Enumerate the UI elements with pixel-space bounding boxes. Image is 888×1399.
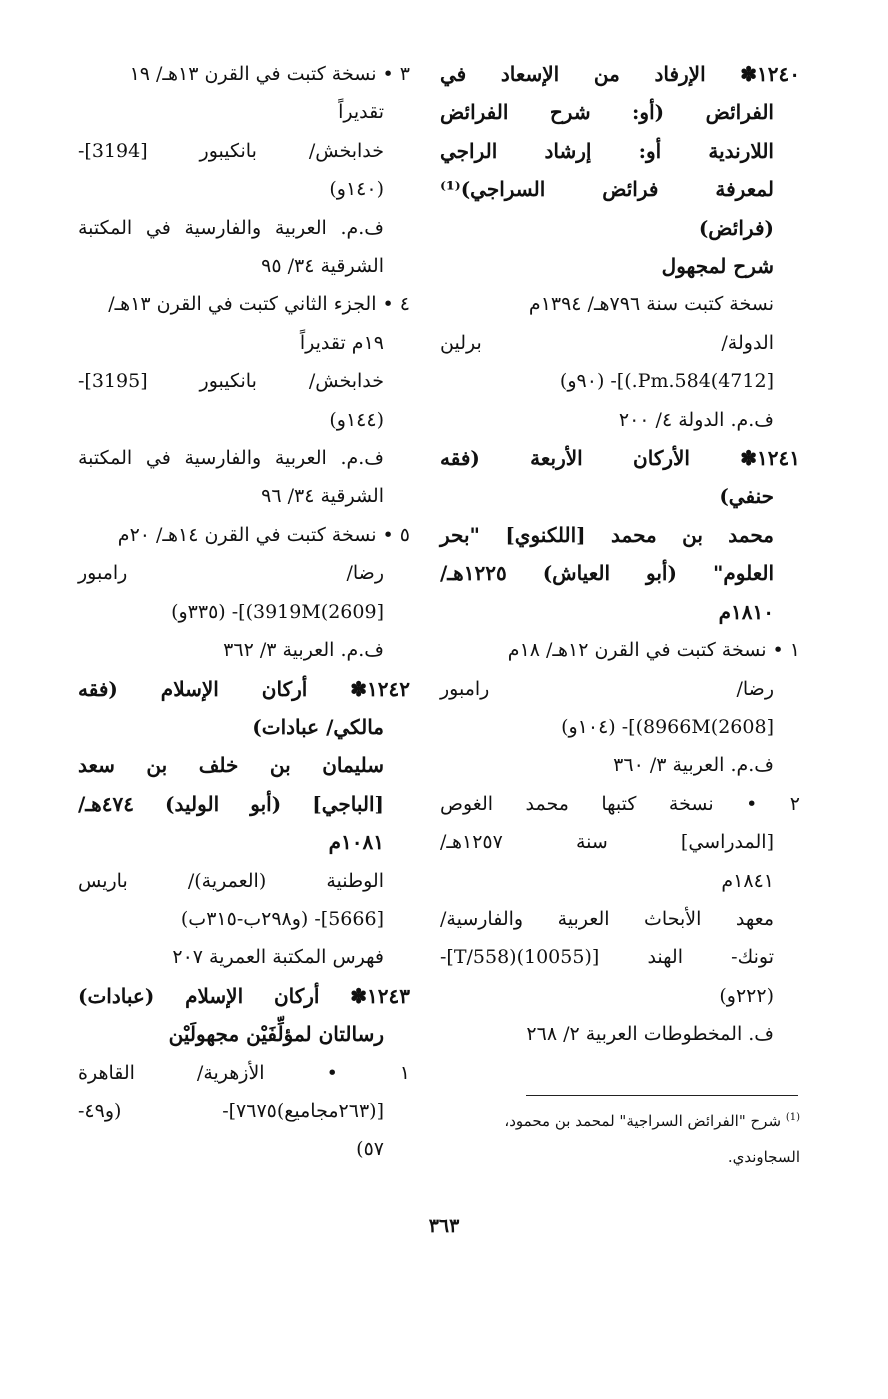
right-column-line: رضا/ رامبور	[440, 677, 774, 700]
left-column-line: خدابخش/ بانكيبور [3195]-	[78, 370, 384, 393]
left-column-line: (١٤٠و)	[329, 178, 384, 201]
footnote-line-2: السجاوندي.	[727, 1148, 800, 1166]
right-column-line: (فرائض)	[698, 215, 774, 240]
right-column-line: لمعرفة فرائض السراجي)⁽¹⁾	[440, 177, 774, 202]
left-column-line: ٥ • نسخة كتبت في القرن ١٤هـ/ ٢٠م	[117, 523, 410, 546]
right-column-line: ١٢٤١✽ الأركان الأربعة (فقه	[440, 446, 800, 471]
footnote-line-1	[440, 1100, 800, 1139]
left-column-line: تقديراً	[338, 101, 384, 124]
left-column-line: [الباجي] (أبو الوليد) ٤٧٤هـ/	[78, 791, 384, 816]
right-column-line: شرح لمجهول	[661, 254, 774, 279]
right-column-line: (٢٢٢و)	[719, 984, 774, 1007]
footnote	[440, 1100, 800, 1175]
right-column-line: ١٢٤٠✽ الإرفاد من الإسعاد في	[440, 62, 800, 86]
left-column-line: سليمان بن خلف بن سعد	[78, 753, 384, 778]
left-column	[78, 55, 410, 1169]
right-column-line: ١ • نسخة كتبت في القرن ١٢هـ/ ١٨م	[507, 639, 800, 662]
left-column-line: الشرقية ٣٤/ ٩٦	[261, 485, 384, 508]
left-column-line: ف.م. العربية والفارسية في المكتبة	[78, 447, 384, 470]
right-column-line: [2608)8966M)]- (١٠٤و)	[561, 715, 774, 738]
right-column-line: ف. المخطوطات العربية ٢/ ٢٦٨	[526, 1023, 774, 1046]
right-column-line: معهد الأبحاث العربية والفارسية/	[440, 907, 774, 930]
right-column-line: اللارندية أو: إرشاد الراجي	[440, 138, 774, 163]
right-column-line: ١٨١٠م	[718, 599, 774, 624]
left-column-line: رسالتان لمؤلِّفَيْن مجهولَيْن	[168, 1022, 384, 1047]
left-column-line: ١٢٤٢✽ أركان الإسلام (فقه	[78, 676, 410, 701]
left-column-line: فهرس المكتبة العمرية ٢٠٧	[172, 946, 384, 969]
left-column-line: [5666]- (و٢٩٨ب-٣١٥ب)	[180, 907, 384, 930]
left-column-line: [(٢٦٣مجاميع)٧٦٧٥]- (و٤٩-	[78, 1099, 384, 1122]
left-column-line: رضا/ رامبور	[78, 562, 384, 585]
left-column-line: ١ • الأزهرية/ القاهرة	[78, 1061, 410, 1084]
right-column-line: ٢ • نسخة كتبها محمد الغوص	[440, 792, 800, 815]
left-column-line: ٣ • نسخة كتبت في القرن ١٣هـ/ ١٩	[129, 63, 410, 85]
page-number: ٣٦٣	[428, 1215, 460, 1237]
right-column-line: ف.م. الدولة ٤/ ٢٠٠	[618, 408, 774, 431]
left-column-line: ٤ • الجزء الثاني كتبت في القرن ١٣هـ/	[108, 293, 410, 316]
right-column-line: حنفي)	[719, 484, 774, 509]
left-column-line: [2609)3919M)]- (٣٣٥و)	[171, 600, 384, 623]
left-column-line: الشرقية ٣٤/ ٩٥	[261, 255, 384, 278]
left-column-line: ١٢٤٣✽ أركان الإسلام (عبادات)	[78, 983, 410, 1008]
right-column-line: محمد بن محمد [اللكنوي] "بحر	[440, 522, 774, 547]
left-column-line: ١٩م تقديراً	[299, 331, 384, 354]
footnote-marker: (1)	[785, 1112, 800, 1123]
left-column-line: ٥٧)	[356, 1138, 384, 1161]
footnote-text-1: شرح "الفرائض السراجية" لمحمد بن محمود،	[504, 1112, 782, 1130]
right-column-line: ف.م. العربية ٣/ ٣٦٠	[613, 754, 774, 777]
right-column-line: تونك- الهند [T/558)(10055)]-	[440, 946, 774, 969]
left-column-line: خدابخش/ بانكيبور [3194]-	[78, 139, 384, 162]
right-column-line: ١٨٤١م	[721, 869, 774, 892]
left-column-line: (١٤٤و)	[329, 408, 384, 431]
right-column-line: نسخة كتبت سنة ٧٩٦هـ/ ١٣٩٤م	[528, 293, 774, 316]
left-column-line: مالكي/ عبادات)	[252, 714, 384, 739]
right-column-line: [4712)Pm.584.)]- (٩٠و)	[559, 370, 774, 393]
left-column-line: ١٠٨١م	[328, 830, 384, 855]
right-column-line: العلوم" (أبو العياش) ١٢٢٥هـ/	[440, 561, 774, 586]
footnote-divider	[526, 1095, 798, 1096]
right-column-line: الدولة/ برلين	[440, 331, 774, 354]
left-column-line: ف.م. العربية ٣/ ٣٦٢	[223, 639, 384, 662]
right-column-line: [المدراسي] سنة ١٢٥٧هـ/	[440, 831, 774, 854]
right-column	[440, 55, 800, 1054]
left-column-line: الوطنية (العمرية)/ باريس	[78, 869, 384, 892]
right-column-line: الفرائض (أو: شرح الفرائض	[440, 100, 774, 125]
left-column-line: ف.م. العربية والفارسية في المكتبة	[78, 216, 384, 239]
